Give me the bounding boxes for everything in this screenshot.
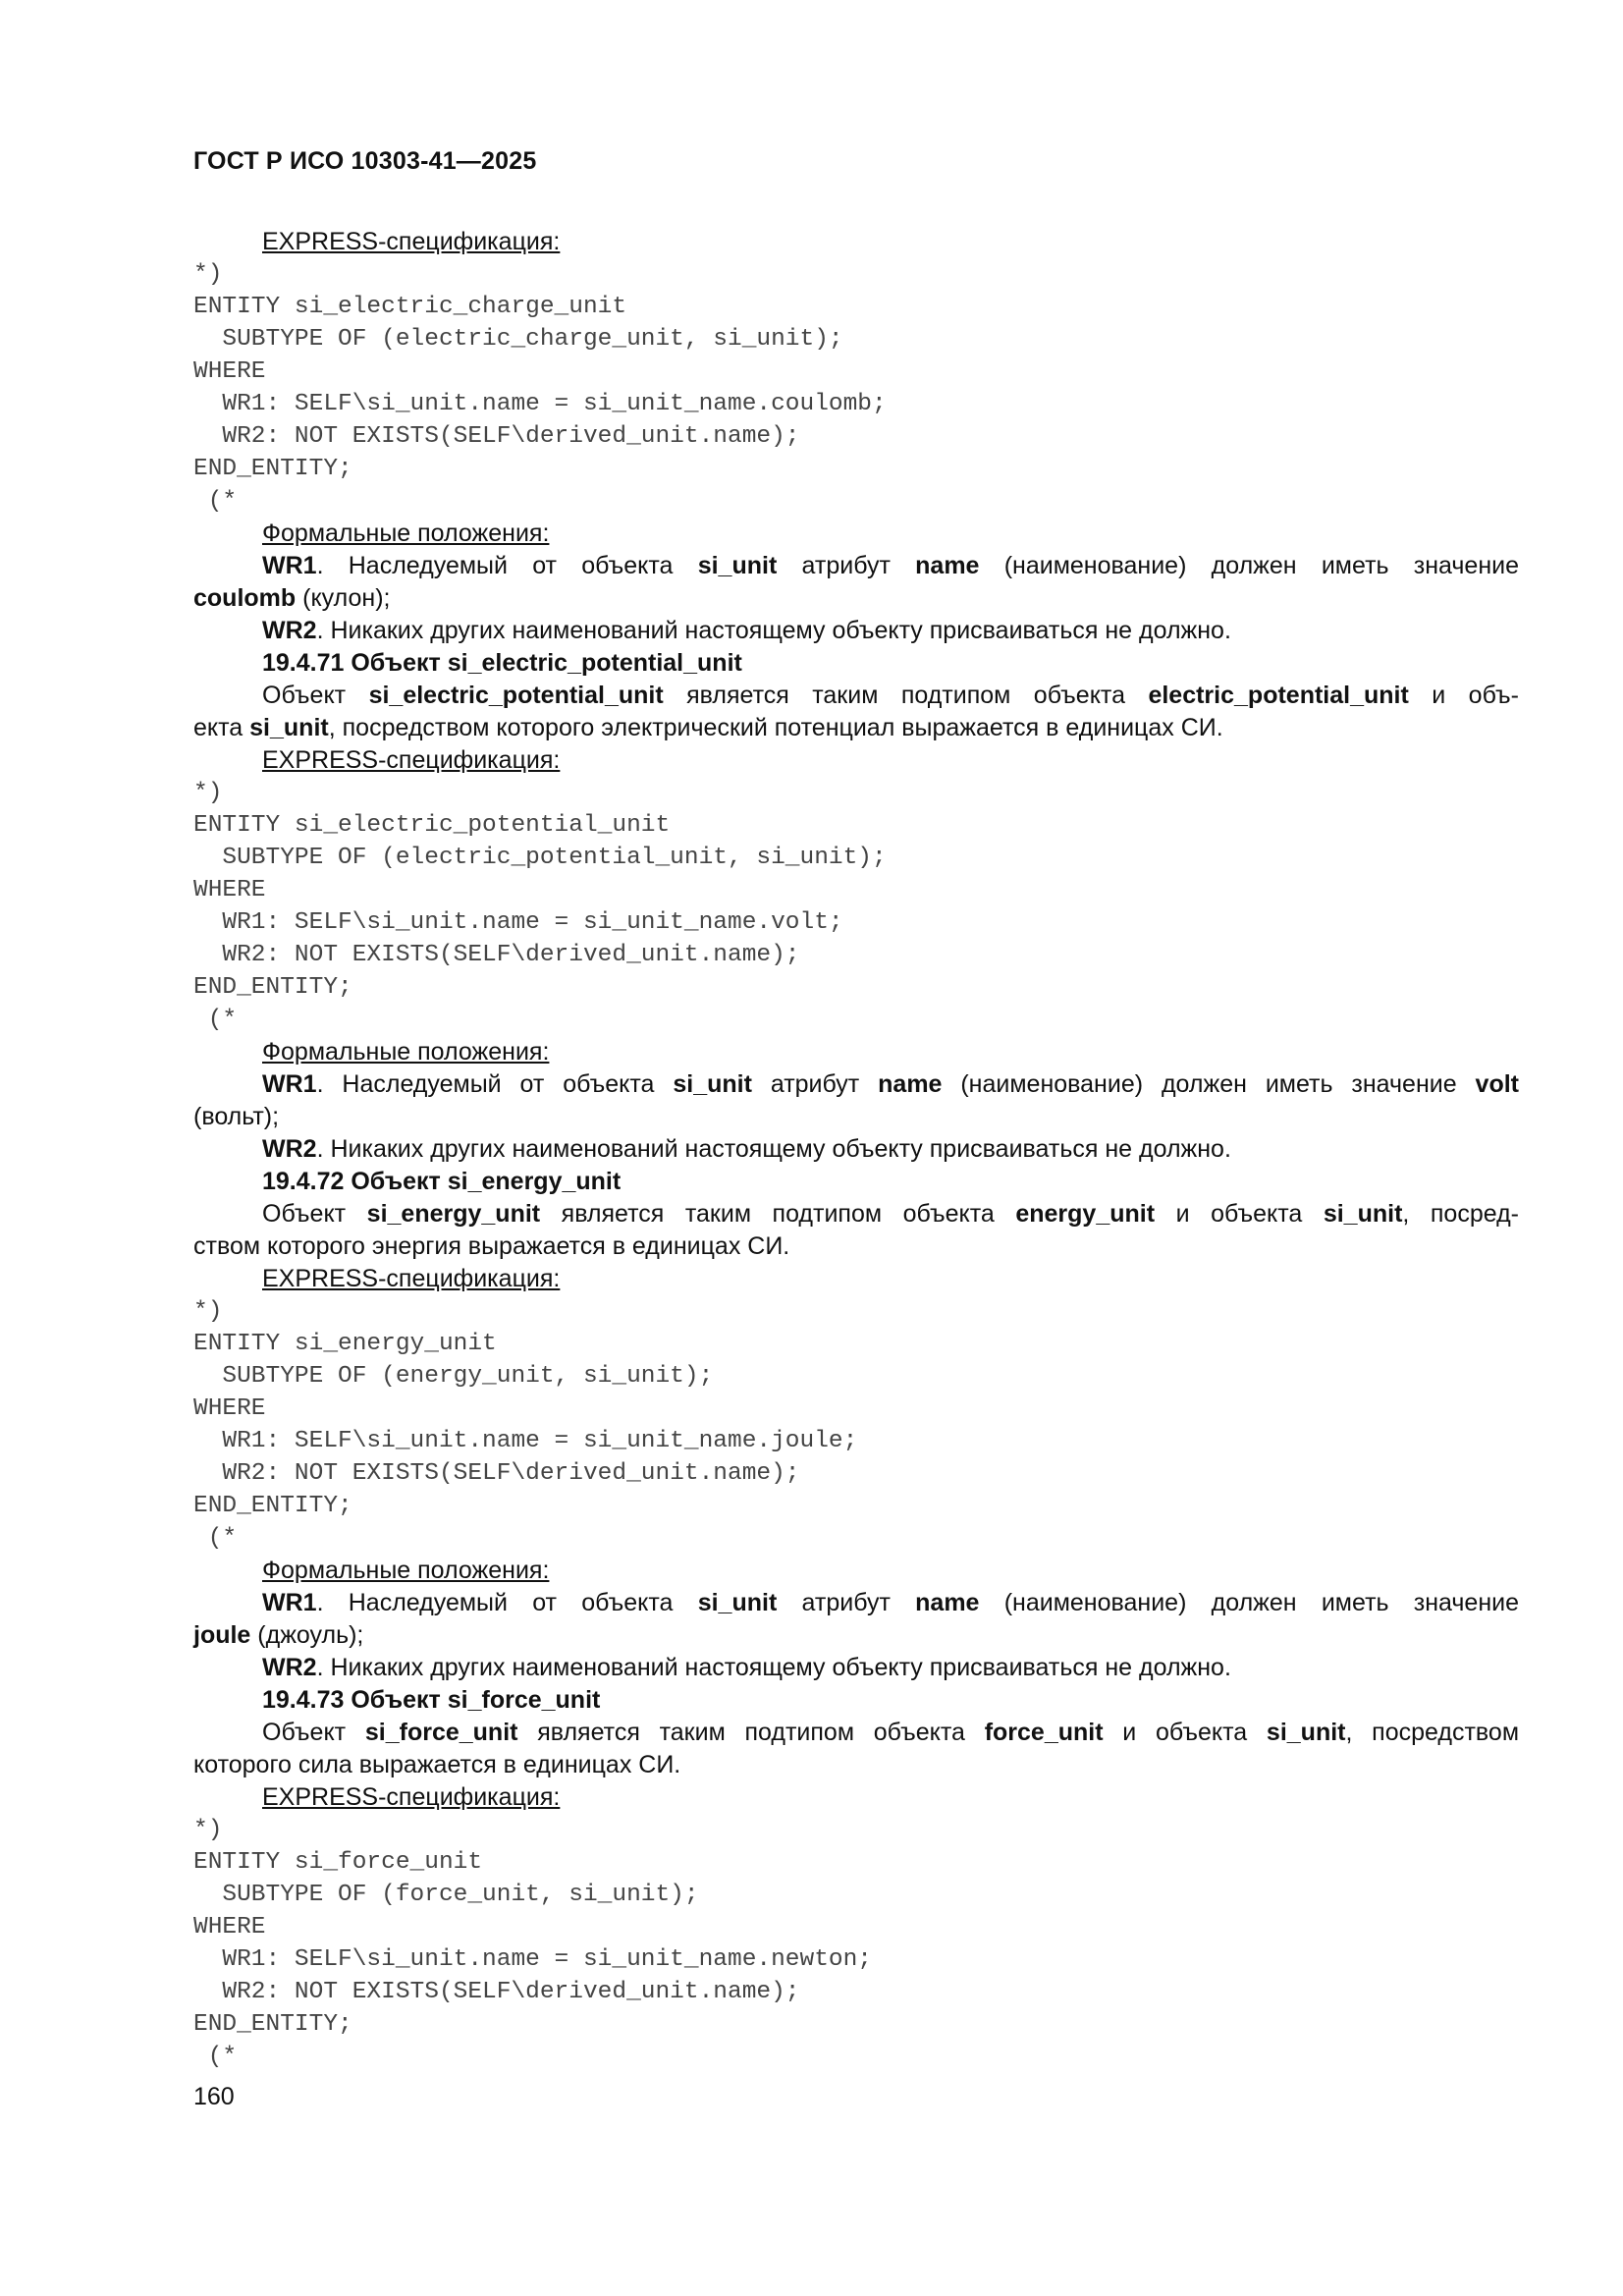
formal-provisions-label: Формальные положения: <box>262 1557 550 1584</box>
wr2-rule: WR2. Никаких других наименований настоящему объекту присваиваться не должно. <box>262 1135 1231 1163</box>
code-close: (* <box>207 1007 238 1033</box>
wr1-rule-cont: (вольт); <box>193 1103 280 1130</box>
section-description: Объект si_electric_potential_unit является таким подтипом объекта electric_potential_unit и объ- <box>262 682 1520 709</box>
express-spec-label: EXPRESS-спецификация: <box>262 1783 561 1811</box>
section-heading: 19.4.72 Объект si_energy_unit <box>262 1168 622 1195</box>
code-end-entity: END_ENTITY; <box>193 1493 352 1519</box>
section-description-cont: екта si_unit, посредством которого электрический потенциал выражается в единицах СИ. <box>193 714 1223 741</box>
express-spec-label: EXPRESS-спецификация: <box>262 228 561 255</box>
document-header: ГОСТ Р ИСО 10303-41—2025 <box>193 147 537 175</box>
code-wr2: WR2: NOT EXISTS(SELF\derived_unit.name); <box>222 1979 800 2005</box>
code-where: WHERE <box>193 877 266 903</box>
code-close: (* <box>207 1525 238 1552</box>
code-end-entity: END_ENTITY; <box>193 2011 352 2038</box>
code-wr1: WR1: SELF\si_unit.name = si_unit_name.volt; <box>222 909 843 936</box>
code-open: *) <box>193 1298 223 1325</box>
code-wr1: WR1: SELF\si_unit.name = si_unit_name.newton; <box>222 1946 873 1973</box>
wr1-rule: WR1. Наследуемый от объекта si_unit атрибут name (наименование) должен иметь значение <box>262 552 1519 579</box>
document-body <box>193 226 1519 2073</box>
code-close: (* <box>207 488 238 515</box>
express-spec-label: EXPRESS-спецификация: <box>262 1265 561 1292</box>
section-heading: 19.4.73 Объект si_force_unit <box>262 1686 601 1714</box>
section-description-cont: которого сила выражается в единицах СИ. <box>193 1751 681 1778</box>
code-wr2: WR2: NOT EXISTS(SELF\derived_unit.name); <box>222 942 800 968</box>
code-entity: ENTITY si_energy_unit <box>193 1331 497 1357</box>
section-description: Объект si_energy_unit является таким подтипом объекта energy_unit и объекта si_unit, посред- <box>262 1200 1519 1228</box>
section-heading: 19.4.71 Объект si_electric_potential_unit <box>262 649 742 677</box>
code-where: WHERE <box>193 358 266 385</box>
section-description: Объект si_force_unit является таким подтипом объекта force_unit и объекта si_unit, посредством <box>262 1719 1520 1746</box>
wr1-rule: WR1. Наследуемый от объекта si_unit атрибут name (наименование) должен иметь значение <box>262 1589 1519 1616</box>
code-open: *) <box>193 1817 223 1843</box>
code-wr2: WR2: NOT EXISTS(SELF\derived_unit.name); <box>222 1460 800 1487</box>
section-description-cont: ством которого энергия выражается в единицах СИ. <box>193 1232 790 1260</box>
code-end-entity: END_ENTITY; <box>193 974 352 1001</box>
code-entity: ENTITY si_electric_potential_unit <box>193 812 671 839</box>
code-entity: ENTITY si_force_unit <box>193 1849 483 1876</box>
code-entity: ENTITY si_electric_charge_unit <box>193 294 627 320</box>
code-where: WHERE <box>193 1914 266 1941</box>
wr1-rule-cont: joule (джоуль); <box>193 1621 364 1649</box>
code-wr2: WR2: NOT EXISTS(SELF\derived_unit.name); <box>222 423 800 450</box>
formal-provisions-label: Формальные положения: <box>262 519 550 547</box>
express-spec-label: EXPRESS-спецификация: <box>262 746 561 774</box>
formal-provisions-label: Формальные положения: <box>262 1038 550 1066</box>
code-subtype: SUBTYPE OF (force_unit, si_unit); <box>222 1882 699 1908</box>
code-subtype: SUBTYPE OF (electric_charge_unit, si_unit); <box>222 326 843 353</box>
code-close: (* <box>207 2044 238 2070</box>
code-wr1: WR1: SELF\si_unit.name = si_unit_name.coulomb; <box>222 391 887 417</box>
wr2-rule: WR2. Никаких других наименований настоящему объекту присваиваться не должно. <box>262 1654 1231 1681</box>
code-open: *) <box>193 261 223 288</box>
page-number: 160 <box>193 2083 235 2110</box>
wr2-rule: WR2. Никаких других наименований настоящему объекту присваиваться не должно. <box>262 617 1231 644</box>
code-where: WHERE <box>193 1395 266 1422</box>
code-end-entity: END_ENTITY; <box>193 456 352 482</box>
code-subtype: SUBTYPE OF (energy_unit, si_unit); <box>222 1363 714 1390</box>
code-subtype: SUBTYPE OF (electric_potential_unit, si_unit); <box>222 845 887 871</box>
wr1-rule: WR1. Наследуемый от объекта si_unit атрибут name (наименование) должен иметь значение volt <box>262 1070 1519 1098</box>
code-wr1: WR1: SELF\si_unit.name = si_unit_name.joule; <box>222 1428 858 1454</box>
wr1-rule-cont: coulomb (кулон); <box>193 584 391 612</box>
code-open: *) <box>193 780 223 806</box>
